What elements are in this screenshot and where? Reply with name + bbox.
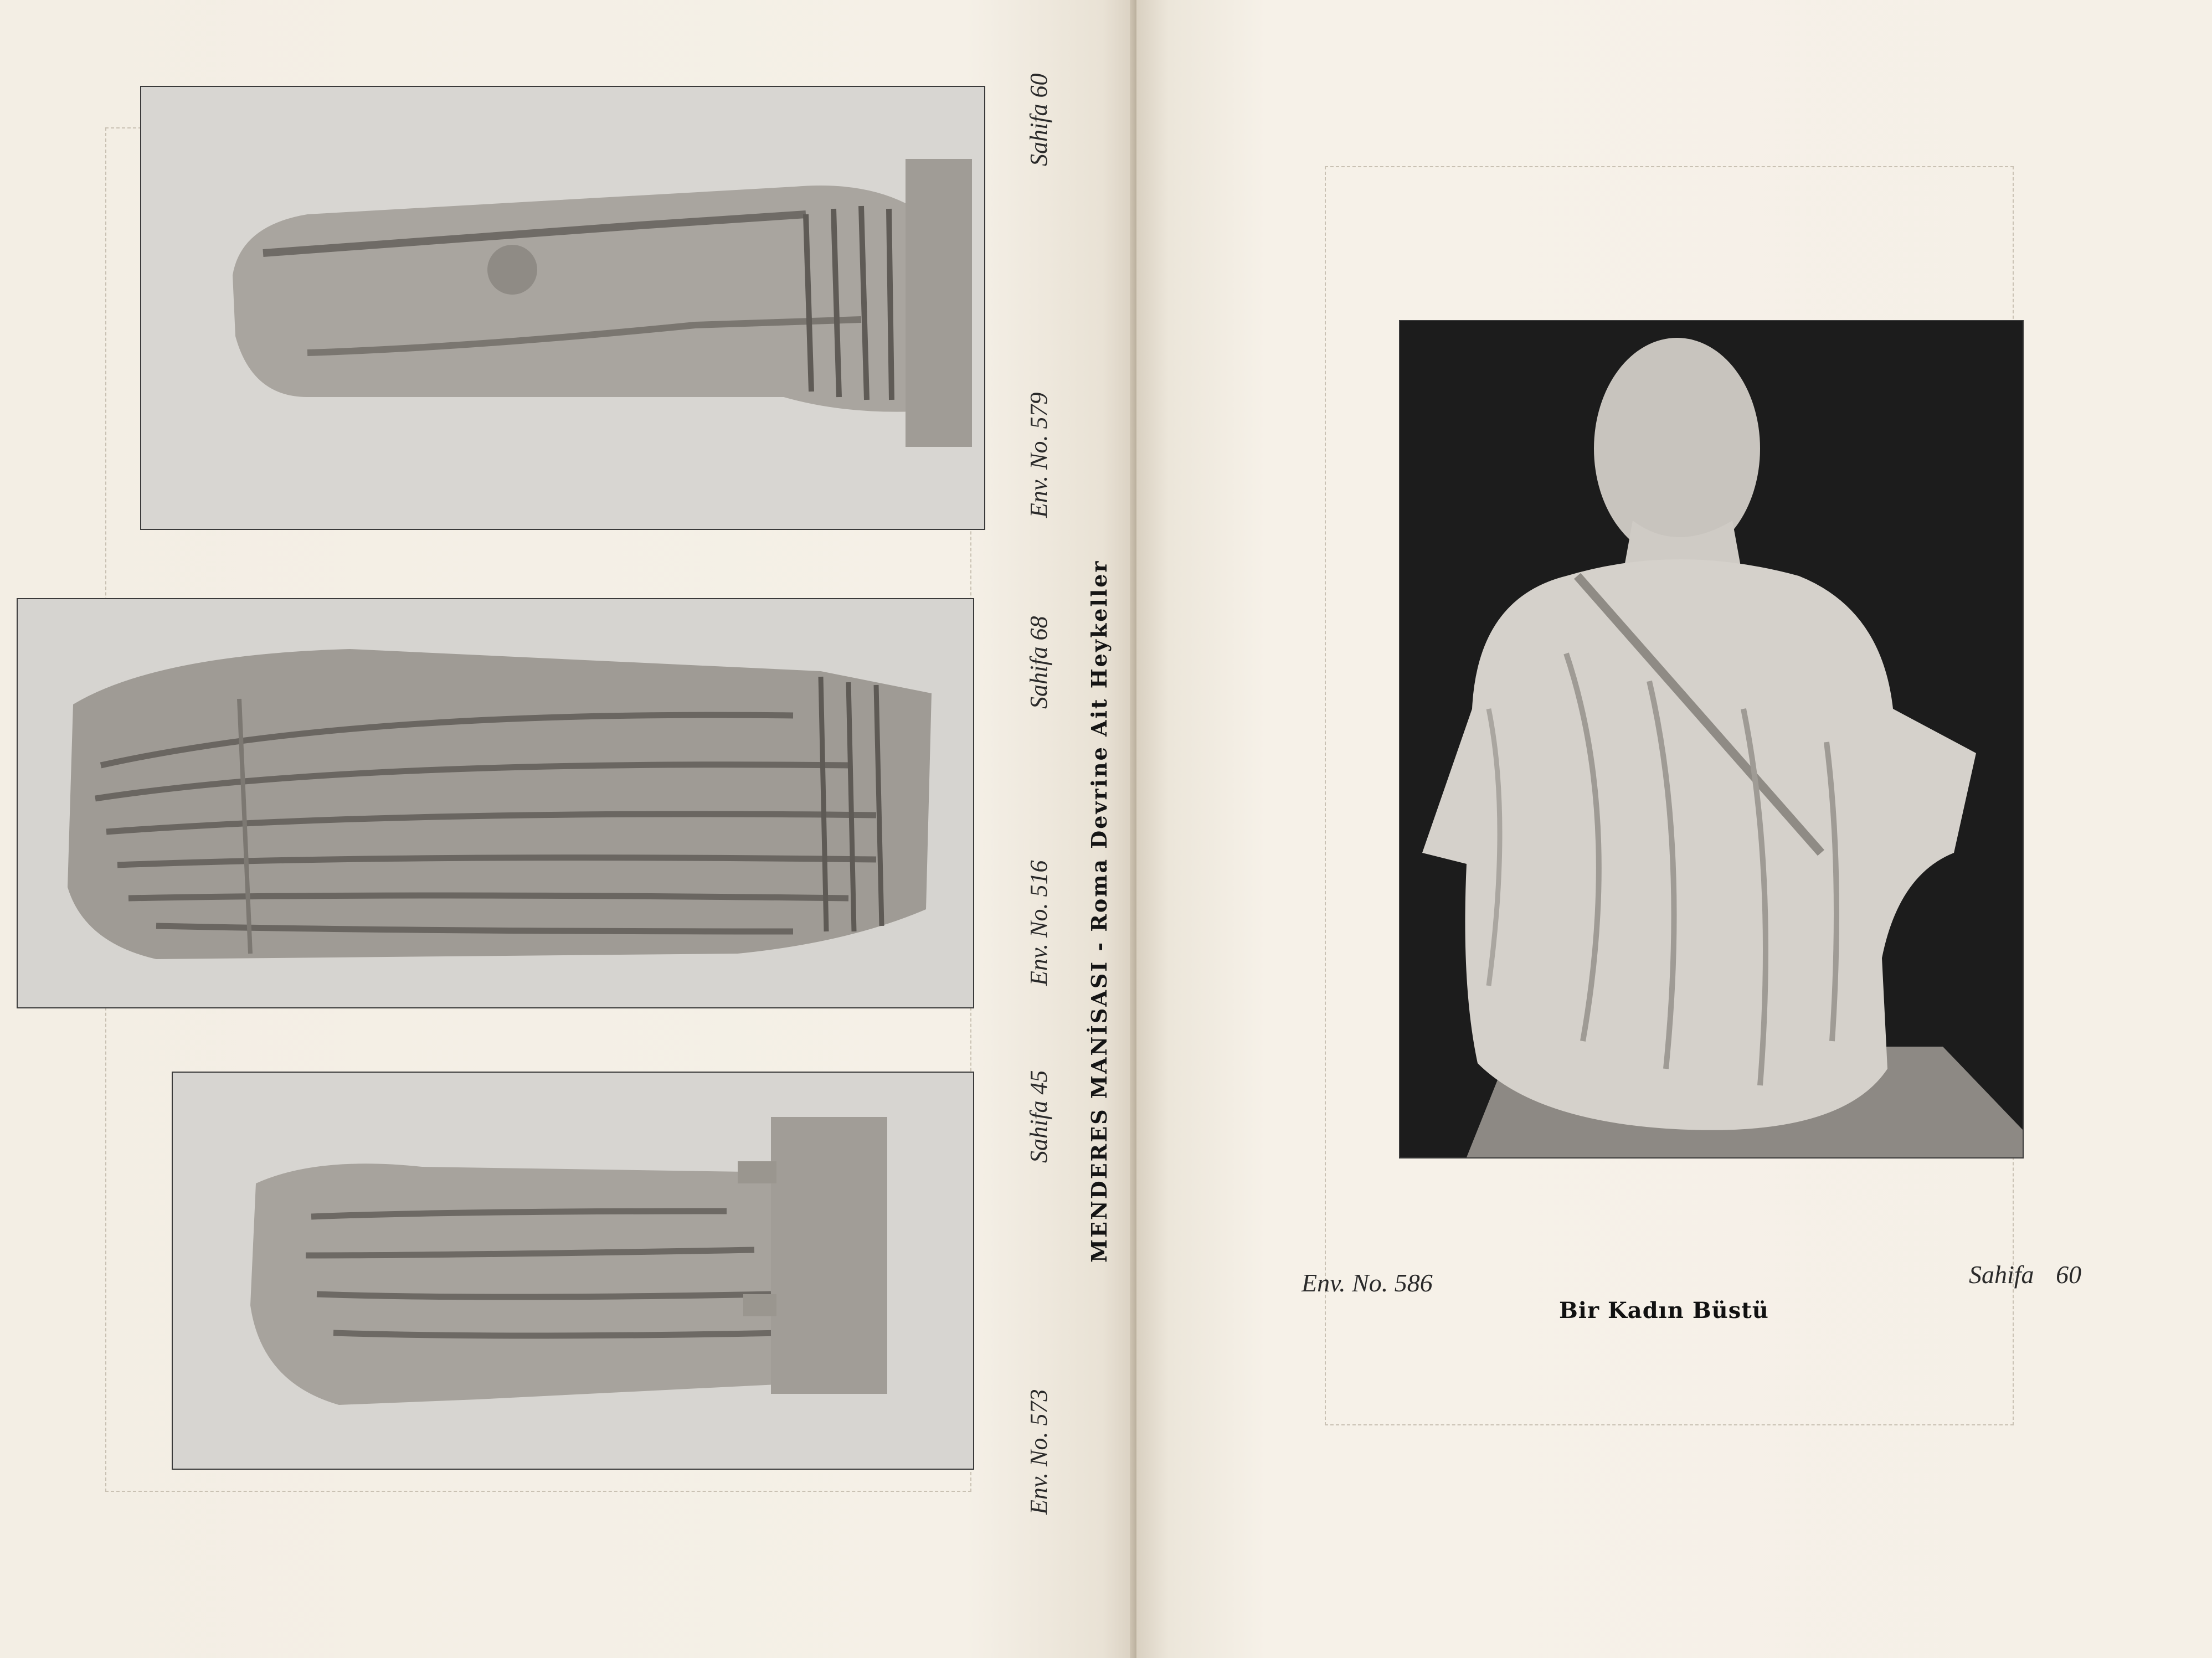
- bust-page-ref-label: Sahifa: [1969, 1260, 2034, 1289]
- running-head: MENDERES MANİSASI - Roma Devrine Ait Heykeller: [1087, 559, 1112, 1263]
- plate-2-inventory: Env. No. 516: [1025, 860, 1052, 986]
- plate-photo-1: [140, 86, 985, 530]
- plate-3-inventory: Env. No. 573: [1025, 1389, 1052, 1515]
- bust-page-ref: [1969, 1260, 2081, 1289]
- plate-photo-2: [17, 598, 974, 1008]
- right-page: [1136, 0, 2212, 1658]
- bust-inventory: Env. No. 586: [1302, 1269, 1433, 1297]
- plate-1-inventory: Env. No. 579: [1025, 392, 1052, 518]
- plate-3-page-ref: Sahifa 45: [1025, 1070, 1052, 1163]
- plate-1-page-ref: Sahifa 60: [1025, 73, 1052, 166]
- bust-photo: [1399, 320, 2024, 1158]
- plate-2-page-ref: Sahifa 68: [1025, 616, 1052, 709]
- bust-page-ref-number: 60: [2056, 1260, 2082, 1289]
- plate-photo-3: [172, 1072, 974, 1470]
- bust-title: Bir Kadın Büstü: [1559, 1297, 1769, 1324]
